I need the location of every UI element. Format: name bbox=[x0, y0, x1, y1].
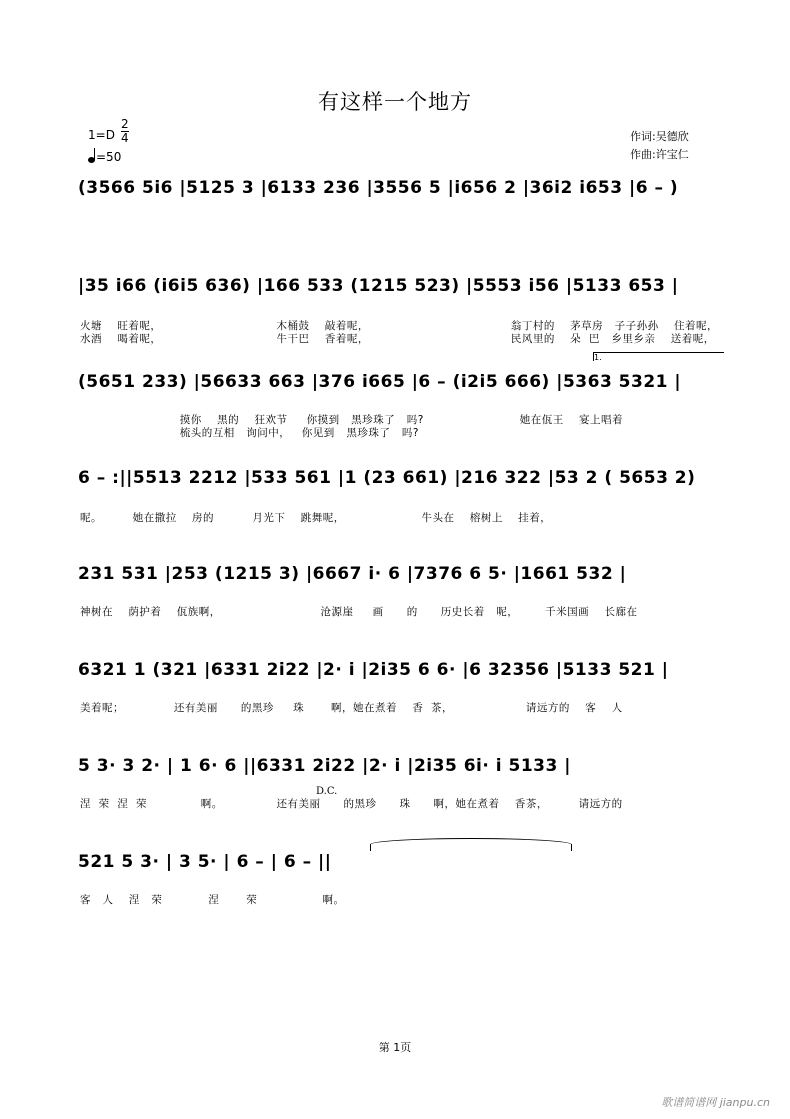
notation-line: 231 531 |253 (1215 3) |6667 i· 6 |7376 6 5· |1661 532 | bbox=[78, 564, 627, 584]
tempo-marking bbox=[88, 150, 121, 164]
key-signature: 1=D bbox=[88, 128, 115, 142]
lyric-line: 摸你 黑的 狂欢节 你摸到 黑珍珠了 吗? 她在佤王 宴上唱着 bbox=[80, 414, 624, 426]
tempo-value: =50 bbox=[96, 150, 122, 164]
notation-line: 6321 1 (321 |6331 2i22 |2· i |2i35 6 6· |6 32356 |5133 521 | bbox=[78, 660, 669, 680]
score-row-2 bbox=[0, 276, 790, 346]
tie-arc bbox=[370, 838, 572, 851]
lyricist: 作词:吴德欣 bbox=[630, 130, 689, 143]
score-row-6 bbox=[0, 660, 790, 720]
notation-line: (3566 5i6 |5125 3 |6133 236 |3556 5 |i656 2 |36i2 i653 |6 – ) bbox=[78, 178, 679, 198]
da-capo-marking: D.C. bbox=[316, 786, 338, 797]
notation-line: |35 i66 (i6i5 636) |166 533 (1215 523) |5553 i56 |5133 653 | bbox=[78, 276, 679, 296]
score-row-4 bbox=[0, 468, 790, 528]
composer: 作曲:许宝仁 bbox=[630, 148, 689, 161]
score-row-1 bbox=[0, 178, 790, 218]
page-number: 第 1页 bbox=[378, 1041, 412, 1054]
lyric-line: 火塘 旺着呢， 木桶鼓 敲着呢， 翁丁村的 茅草房 子子孙孙 住着呢， bbox=[80, 320, 719, 332]
notation-line: 6 – :||5513 2212 |533 561 |1 (23 661) |216 322 |53 2 ( 5653 2) bbox=[78, 468, 696, 488]
lyric-line: 梳头的互相 询问中， 你见到 黑珍珠了 吗? bbox=[80, 427, 419, 439]
notation-line: 5 3· 3 2· | 1 6· 6 ||6331 2i22 |2· i |2i35 6i· i 5133 | bbox=[78, 756, 571, 776]
score-title: 有这样一个地方 bbox=[318, 90, 472, 114]
lyric-line: 神树在 荫护着 佤族啊， 沧源崖 画 的 历史长着 呢， 千米国画 长廊在 bbox=[80, 606, 638, 618]
lyric-line: 涅 荣 涅 荣 啊。 还有美丽 的黑珍 珠 啊，她在煮着 香茶， 请远方的 bbox=[80, 798, 623, 810]
quarter-note-icon bbox=[88, 157, 95, 163]
score-row-8 bbox=[0, 852, 790, 912]
time-signature-top: 2 bbox=[121, 117, 129, 131]
lyric-line: 水酒 喝着呢， 牛干巴 香着呢， 民风里的 朵 巴 乡里乡亲 送着呢， bbox=[80, 333, 715, 345]
volta-bracket bbox=[593, 352, 724, 361]
lyric-line: 呢。 她在撒拉 房的 月光下 跳舞呢， 牛头在 榕树上 挂着， bbox=[80, 512, 552, 524]
notation-line: 521 5 3· | 3 5· | 6 – | 6 – || bbox=[78, 852, 332, 872]
score-row-7 bbox=[0, 756, 790, 816]
score-row-3 bbox=[0, 353, 790, 442]
lyric-line: 客 人 涅 荣 涅 荣 啊。 bbox=[80, 894, 345, 906]
site-watermark: 歌谱简谱网 jianpu.cn bbox=[661, 1096, 770, 1109]
credits bbox=[630, 128, 689, 164]
time-signature-bottom: 4 bbox=[121, 131, 129, 145]
volta-label: 1. bbox=[594, 353, 602, 362]
lyric-line: 美着呢； 还有美丽 的黑珍 珠 啊，她在煮着 香 茶， 请远方的 客 人 bbox=[80, 702, 623, 714]
time-signature bbox=[121, 118, 129, 145]
notation-line: (5651 233) |56633 663 |376 i665 |6 – (i2i5 666) |5363 5321 | bbox=[78, 372, 682, 392]
score-row-5 bbox=[0, 564, 790, 624]
